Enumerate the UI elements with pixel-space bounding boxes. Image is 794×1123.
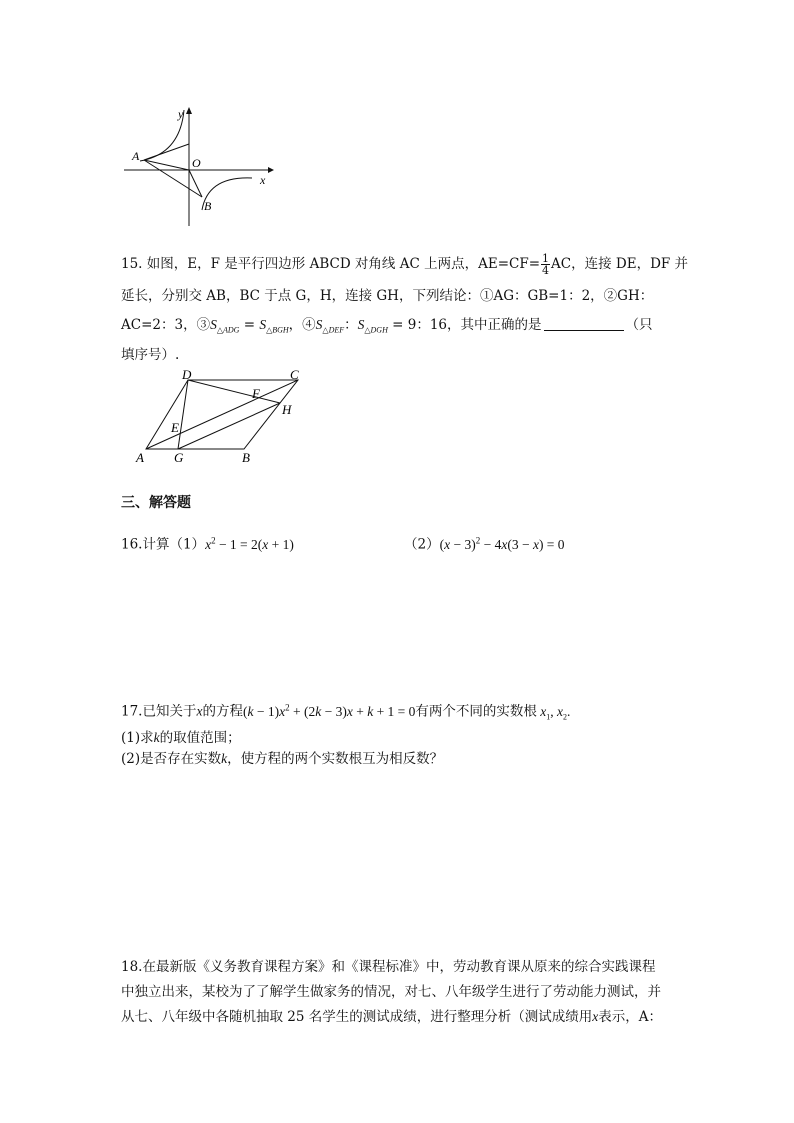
area-subscript-2: △BGH xyxy=(266,325,289,335)
segment-A-to-axis xyxy=(144,144,189,160)
variable-k: k xyxy=(221,751,228,766)
equation-1: $x^2 - 1 = 2(x + 1)$ xyxy=(205,535,294,552)
segment-DG xyxy=(178,380,188,449)
q17-sub2-rest: ，使方程的两个实数根互为相反数？ xyxy=(227,751,444,767)
q15-line3-b: ，④ xyxy=(288,317,316,333)
q17-prefix: 17.已知关于 xyxy=(121,703,197,720)
equation-2: $(x - 3)^2 - 4x(3 - x) = 0$ xyxy=(439,535,565,552)
label-x: x xyxy=(260,173,266,187)
q15-line3-d: （只 xyxy=(625,317,653,333)
label-B: B xyxy=(242,450,250,465)
label-A: A xyxy=(136,450,144,465)
function-graph-figure xyxy=(118,104,278,230)
q15-line1 xyxy=(121,253,688,276)
label-C: C xyxy=(290,370,299,382)
variable-x: x xyxy=(592,1009,599,1024)
x-axis-arrow xyxy=(268,167,274,173)
quadratic-equation: $(k - 1)x^2 + (2k - 3)x + k + 1 = 0$ xyxy=(242,702,416,719)
label-A: A xyxy=(132,149,140,163)
q15-line2: 延长，分别交 AB，BC 于点 G，H，连接 GH，下列结论：①AG：GB=1：2，②GH： xyxy=(121,288,654,304)
q16-prefix: 16.计算（1） xyxy=(121,536,206,553)
label-E: E xyxy=(171,420,179,435)
q16-part2 xyxy=(404,531,565,554)
q16-part2-label: （2） xyxy=(404,536,440,553)
diagonal-AC xyxy=(146,380,298,449)
area-symbol-3: $S_{\triangle DEF}$ xyxy=(315,317,345,335)
area-subscript-3: △DEF xyxy=(322,325,345,335)
q17-sub1 xyxy=(121,729,241,747)
fraction-numerator: 1 xyxy=(542,252,550,265)
q18-line3 xyxy=(121,1008,662,1026)
label-G: G xyxy=(174,450,184,465)
q17-sub1-rest: 的取值范围； xyxy=(159,730,241,746)
fraction-one-quarter xyxy=(541,253,550,276)
q17-sub2-prefix: (2)是否存在实数 xyxy=(121,751,222,767)
label-O: O xyxy=(192,156,201,170)
q15-line3 xyxy=(121,316,653,340)
segment-DH xyxy=(188,380,280,403)
label-F: F xyxy=(252,386,260,401)
parallelogram-figure xyxy=(132,370,312,466)
q18-line1: 18.在最新版《义务教育课程方案》和《课程标准》中，劳动教育课从原来的综合实践课程 xyxy=(121,959,656,975)
q18-line2: 中独立出来，某校为了了解学生做家务的情况，对七、八年级学生进行了劳动能力测试，并 xyxy=(121,984,661,1000)
segment-AO xyxy=(144,160,189,170)
segment-GH xyxy=(178,403,280,449)
q15-line3-a: AC=2：3，③ xyxy=(121,317,211,333)
label-y: y xyxy=(178,107,184,121)
q15-line3-c: = 9：16，其中正确的是 xyxy=(387,317,542,333)
q17-sub2 xyxy=(121,750,443,768)
q15-line1-suffix: AC，连接 DE，DF 并 xyxy=(551,256,689,272)
answer-blank[interactable] xyxy=(544,316,624,331)
q17-line xyxy=(121,698,570,726)
area-symbol-2: $S_{\triangle BGH}$ xyxy=(259,317,289,335)
label-B: B xyxy=(204,199,212,213)
ratio-colon: ： xyxy=(344,317,358,333)
y-axis-arrow xyxy=(186,107,192,114)
q18-line3-b: 表示，A： xyxy=(598,1009,663,1025)
q16-line xyxy=(121,531,294,554)
fraction-denominator: 4 xyxy=(542,264,550,277)
q17-mid: 的方程 xyxy=(202,703,243,720)
roots: $x_1$, $x_2$. xyxy=(536,703,571,722)
q17-suffix: 有两个不同的实数根 xyxy=(415,703,537,720)
variable-k: k xyxy=(153,730,160,745)
area-symbol-1: $S_{\triangle ADG}$ xyxy=(210,317,240,335)
section-heading: 三、解答题 xyxy=(121,495,191,511)
label-D: D xyxy=(182,370,192,382)
label-H: H xyxy=(282,402,292,417)
variable-x: x xyxy=(196,703,203,719)
area-subscript-4: △DGH xyxy=(364,325,388,335)
area-subscript-1: △ADG xyxy=(216,325,240,335)
area-symbol-4: $S_{\triangle DGH}$ xyxy=(357,317,388,335)
equals-sign-1: = xyxy=(239,317,260,333)
q15-line4: 填序号）. xyxy=(121,347,180,363)
q18-line3-a: 从七、八年级中各随机抽取 25 名学生的测试成绩，进行整理分析（测试成绩用 xyxy=(121,1009,593,1025)
q17-sub1-prefix: (1)求 xyxy=(121,730,154,746)
q15-line1-prefix: 15. 如图，E，F 是平行四边形 ABCD 对角线 AC 上两点，AE=CF= xyxy=(121,256,541,272)
